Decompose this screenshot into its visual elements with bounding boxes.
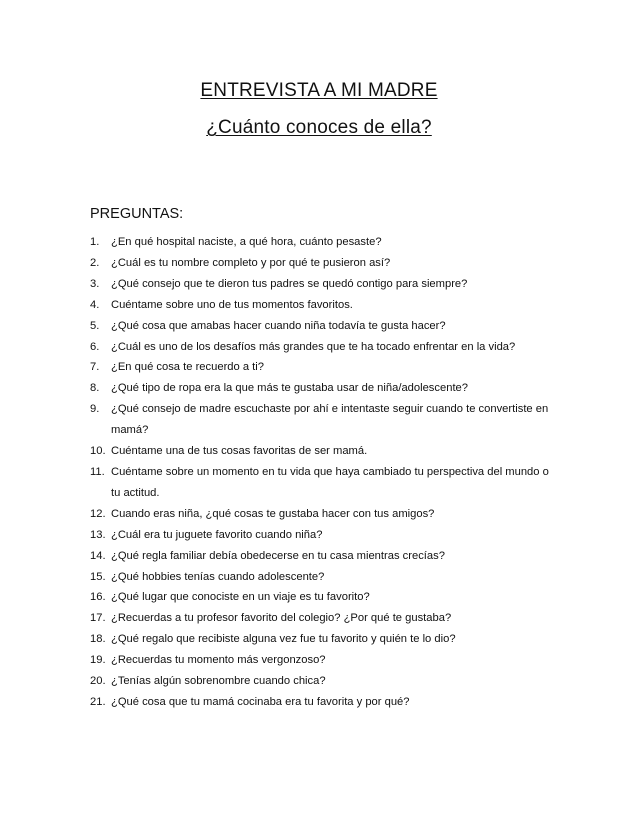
question-item — [90, 295, 560, 316]
question-list — [90, 232, 560, 713]
question-text: ¿Qué consejo que te dieron tus padres se quedó contigo para siempre? — [111, 277, 468, 290]
question-text: ¿Qué regalo que recibiste alguna vez fue tu favorito y quién te lo dio? — [111, 633, 456, 646]
question-text: Cuando eras niña, ¿qué cosas te gustaba hacer con tus amigos? — [111, 507, 435, 520]
question-number: 19. — [90, 654, 106, 667]
question-item — [90, 253, 560, 274]
question-item — [90, 232, 560, 253]
question-text: ¿Cuál es uno de los desafíos más grandes que te ha tocado enfrentar en la vida? — [111, 340, 516, 353]
question-text: ¿Qué consejo de madre escuchaste por ahí e intentaste seguir cuando te convertiste en mamá? — [111, 403, 549, 437]
question-item — [90, 587, 560, 608]
question-text: ¿Cuál era tu juguete favorito cuando niña? — [111, 528, 323, 541]
question-item — [90, 316, 560, 337]
question-text: ¿Qué lugar que conociste en un viaje es tu favorito? — [111, 591, 370, 604]
question-text: Cuéntame sobre uno de tus momentos favoritos. — [111, 298, 353, 311]
question-item — [90, 692, 560, 713]
question-number: 12. — [90, 507, 106, 520]
question-text: ¿Qué tipo de ropa era la que más te gustaba usar de niña/adolescente? — [111, 382, 468, 395]
question-text: ¿Cuál es tu nombre completo y por qué te pusieron así? — [111, 256, 391, 269]
question-item — [90, 337, 560, 358]
section-label: PREGUNTAS: — [90, 206, 184, 222]
question-item — [90, 546, 560, 567]
question-number: 8. — [90, 382, 100, 395]
document-title: ENTREVISTA A MI MADRE — [200, 80, 438, 101]
question-number: 6. — [90, 340, 100, 353]
question-item — [90, 399, 560, 441]
question-item — [90, 274, 560, 295]
question-number: 4. — [90, 298, 100, 311]
question-number: 13. — [90, 528, 106, 541]
question-number: 3. — [90, 277, 100, 290]
question-number: 2. — [90, 256, 100, 269]
question-item — [90, 357, 560, 378]
question-item — [90, 671, 560, 692]
question-item — [90, 650, 560, 671]
question-item — [90, 567, 560, 588]
question-text: Cuéntame sobre un momento en tu vida que haya cambiado tu perspectiva del mundo o tu actitud. — [111, 465, 549, 499]
question-number: 1. — [90, 236, 100, 248]
question-number: 18. — [90, 633, 106, 646]
question-number: 14. — [90, 549, 106, 562]
question-number: 20. — [90, 675, 106, 688]
question-item — [90, 525, 560, 546]
question-number: 7. — [90, 361, 100, 374]
question-text: ¿En qué hospital naciste, a qué hora, cuánto pesaste? — [111, 236, 382, 248]
question-text: ¿Tenías algún sobrenombre cuando chica? — [111, 675, 326, 688]
question-text: ¿Qué cosa que amabas hacer cuando niña todavía te gusta hacer? — [111, 319, 446, 332]
question-item — [90, 378, 560, 399]
question-text: ¿Qué regla familiar debía obedecerse en tu casa mientras crecías? — [111, 549, 445, 562]
question-number: 17. — [90, 612, 106, 625]
question-number: 9. — [90, 403, 100, 416]
question-item — [90, 441, 560, 462]
question-item — [90, 629, 560, 650]
question-number: 15. — [90, 570, 106, 583]
question-number: 5. — [90, 319, 100, 332]
question-text: Cuéntame una de tus cosas favoritas de ser mamá. — [111, 445, 368, 458]
question-text: ¿Qué hobbies tenías cuando adolescente? — [111, 570, 325, 583]
question-number: 11. — [90, 465, 105, 478]
question-text: ¿Recuerdas a tu profesor favorito del colegio? ¿Por qué te gustaba? — [111, 612, 452, 625]
document-subtitle: ¿Cuánto conoces de ella? — [206, 117, 432, 138]
question-text: ¿Recuerdas tu momento más vergonzoso? — [111, 654, 326, 667]
question-number: 10. — [90, 445, 106, 458]
question-text: ¿En qué cosa te recuerdo a ti? — [111, 361, 264, 374]
question-item — [90, 504, 560, 525]
question-item — [90, 462, 560, 504]
question-item — [90, 608, 560, 629]
question-text: ¿Qué cosa que tu mamá cocinaba era tu favorita y por qué? — [111, 695, 410, 708]
question-number: 21. — [90, 695, 106, 708]
question-number: 16. — [90, 591, 106, 604]
